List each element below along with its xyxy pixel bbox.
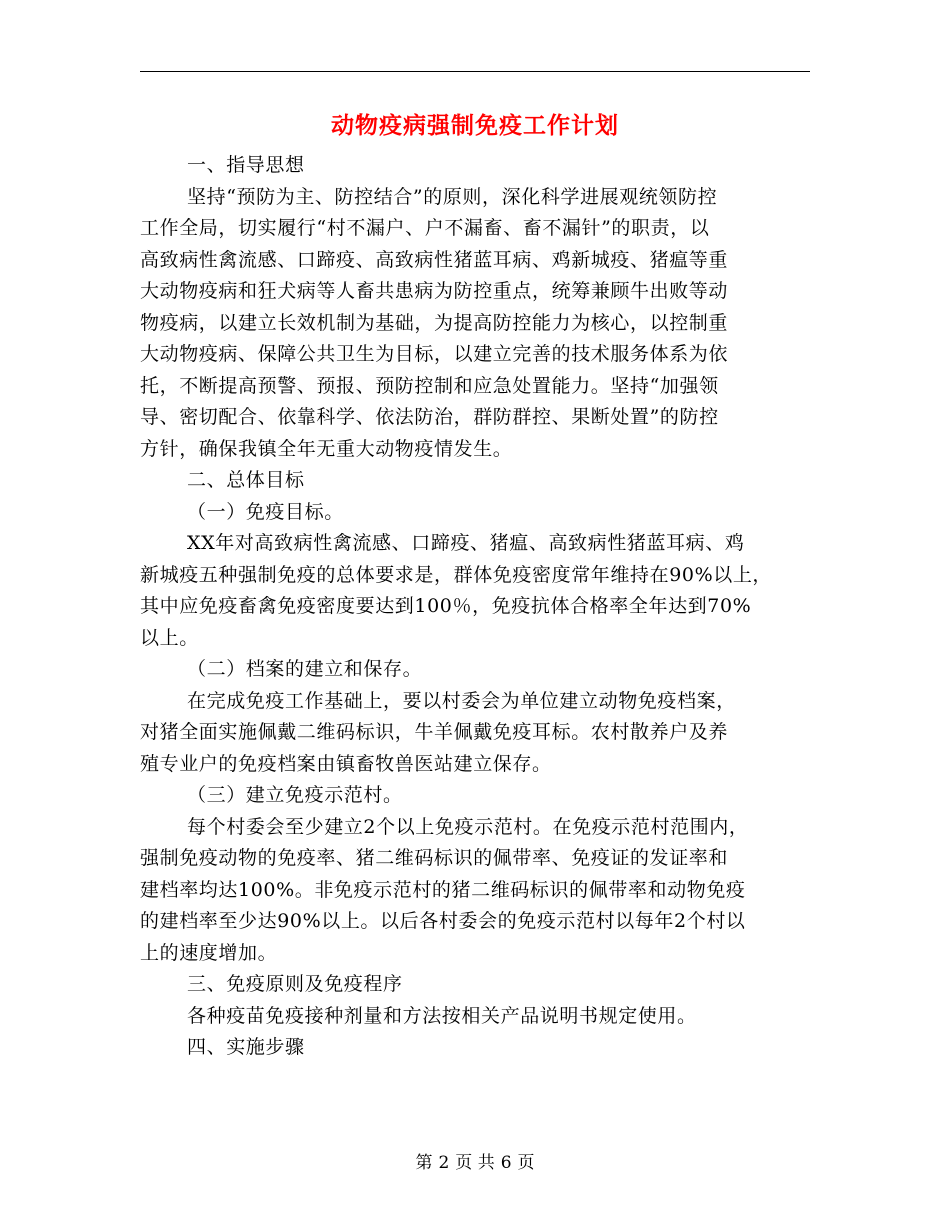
- footer-mid: 页 共: [455, 1153, 495, 1173]
- text-line: XX年对高致病性禽流感、口蹄疫、猪瘟、高致病性猪蓝耳病、鸡: [187, 532, 745, 554]
- text-line: 新城疫五种强制免疫的总体要求是，群体免疫密度常年维持在90%以上，: [140, 563, 773, 586]
- text-line: 其中应免疫畜禽免疫密度要达到100％，免疫抗体合格率全年达到70%: [140, 595, 752, 617]
- text-line: 三、免疫原则及免疫程序: [187, 973, 403, 995]
- text-line: 各种疫苗免疫接种剂量和方法按相关产品说明书规定使用。: [187, 1004, 697, 1027]
- footer-page-number: 2: [438, 1153, 450, 1173]
- text-line: 坚持“预防为主、防控结合”的原则，深化科学进展观统领防控: [187, 185, 718, 208]
- text-line: （二）档案的建立和保存。: [187, 658, 423, 680]
- text-line: （三）建立免疫示范村。: [187, 784, 403, 806]
- header-rule: [140, 71, 810, 72]
- text-line: 以上。: [140, 626, 199, 649]
- text-line: 强制免疫动物的免疫率、猪二维码标识的佩带率、免疫证的发证率和: [140, 847, 729, 869]
- text-line: 方针，确保我镇全年无重大动物疫情发生。: [140, 437, 513, 460]
- text-line: 一、指导思想: [187, 154, 305, 176]
- text-line: 物疫病，以建立长效机制为基础，为提高防控能力为核心，以控制重: [140, 311, 729, 334]
- text-line: 建档率均达100%。非免疫示范村的猪二维码标识的佩带率和动物免疫: [140, 878, 746, 901]
- text-line: 托，不断提高预警、预报、预防控制和应急处置能力。坚持“加强领: [140, 374, 719, 397]
- text-line: 每个村委会至少建立2个以上免疫示范村。在免疫示范村范围内，: [187, 815, 749, 838]
- document-body: [140, 150, 810, 1064]
- text-line: 大动物疫病和狂犬病等人畜共患病为防控重点，统筹兼顾牛出败等动: [140, 280, 729, 302]
- text-line: 殖专业户的免疫档案由镇畜牧兽医站建立保存。: [140, 752, 552, 775]
- text-line: 上的速度增加。: [140, 941, 278, 964]
- footer-suffix: 页: [517, 1153, 535, 1173]
- text-line: 导、密切配合、依靠科学、依法防治，群防群控、果断处置”的防控: [140, 406, 719, 428]
- text-line: （一）免疫目标。: [187, 500, 344, 523]
- footer-total-pages: 6: [500, 1153, 512, 1173]
- text-line: 高致病性禽流感、口蹄疫、高致病性猪蓝耳病、鸡新城疫、猪瘟等重: [140, 248, 729, 271]
- text-line: 工作全局，切实履行“村不漏户、户不漏畜、畜不漏针”的职责，以: [140, 217, 710, 239]
- footer-prefix: 第: [415, 1153, 433, 1173]
- text-line: 二、总体目标: [187, 469, 305, 491]
- text-line: 的建档率至少达90%以上。以后各村委会的免疫示范村以每年2个村以: [140, 910, 746, 932]
- text-line: 在完成免疫工作基础上，要以村委会为单位建立动物免疫档案，: [187, 689, 736, 712]
- text-line: 四、实施步骤: [187, 1036, 305, 1058]
- text-line: 对猪全面实施佩戴二维码标识，牛羊佩戴免疫耳标。农村散养户及养: [140, 721, 729, 743]
- document-title: 动物疫病强制免疫工作计划: [331, 112, 619, 139]
- text-line: 大动物疫病、保障公共卫生为目标，以建立完善的技术服务体系为依: [140, 343, 729, 365]
- page-footer: [140, 1151, 810, 1175]
